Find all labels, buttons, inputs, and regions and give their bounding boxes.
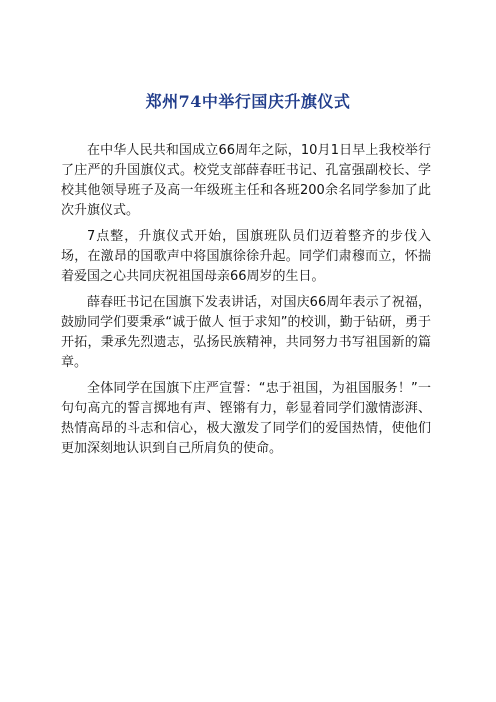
paragraph-4: 全体同学在国旗下庄严宣誓：“忠于祖国，为祖国服务！”一句句高亢的誓言掷地有声、铿锵有力，彰显着同学们激情澎湃、热情高昂的斗志和信心，极大激发了同学们的爱国热情，使他们更加深刻地认识到自己所肩负的使命。 bbox=[61, 381, 431, 456]
paragraph-2: 7点整，升旗仪式开始，国旗班队员们迈着整齐的步伐入场，在激昂的国歌声中将国旗徐徐升起。同学们肃穆而立，怀揣着爱国之心共同庆祝祖国母亲66周岁的生日。 bbox=[61, 229, 431, 284]
document-body bbox=[61, 141, 431, 465]
paragraph-3: 薛春旺书记在国旗下发表讲话，对国庆66周年表示了祝福，鼓励同学们要秉承“诚于做人 恒于求知”的校训，勤于钻研，勇于开拓，秉承先烈遗志，弘扬民族精神，共同努力书写祖国新的篇章。 bbox=[61, 295, 431, 370]
document-title: 郑州74中举行国庆升旗仪式 bbox=[145, 92, 351, 111]
paragraph-1: 在中华人民共和国成立66周年之际，10月1日早上我校举行了庄严的升国旗仪式。校党支部薛春旺书记、孔富强副校长、学校其他领导班子及高一年级班主任和各班200余名同学参加了此次升旗仪式。 bbox=[61, 143, 431, 218]
